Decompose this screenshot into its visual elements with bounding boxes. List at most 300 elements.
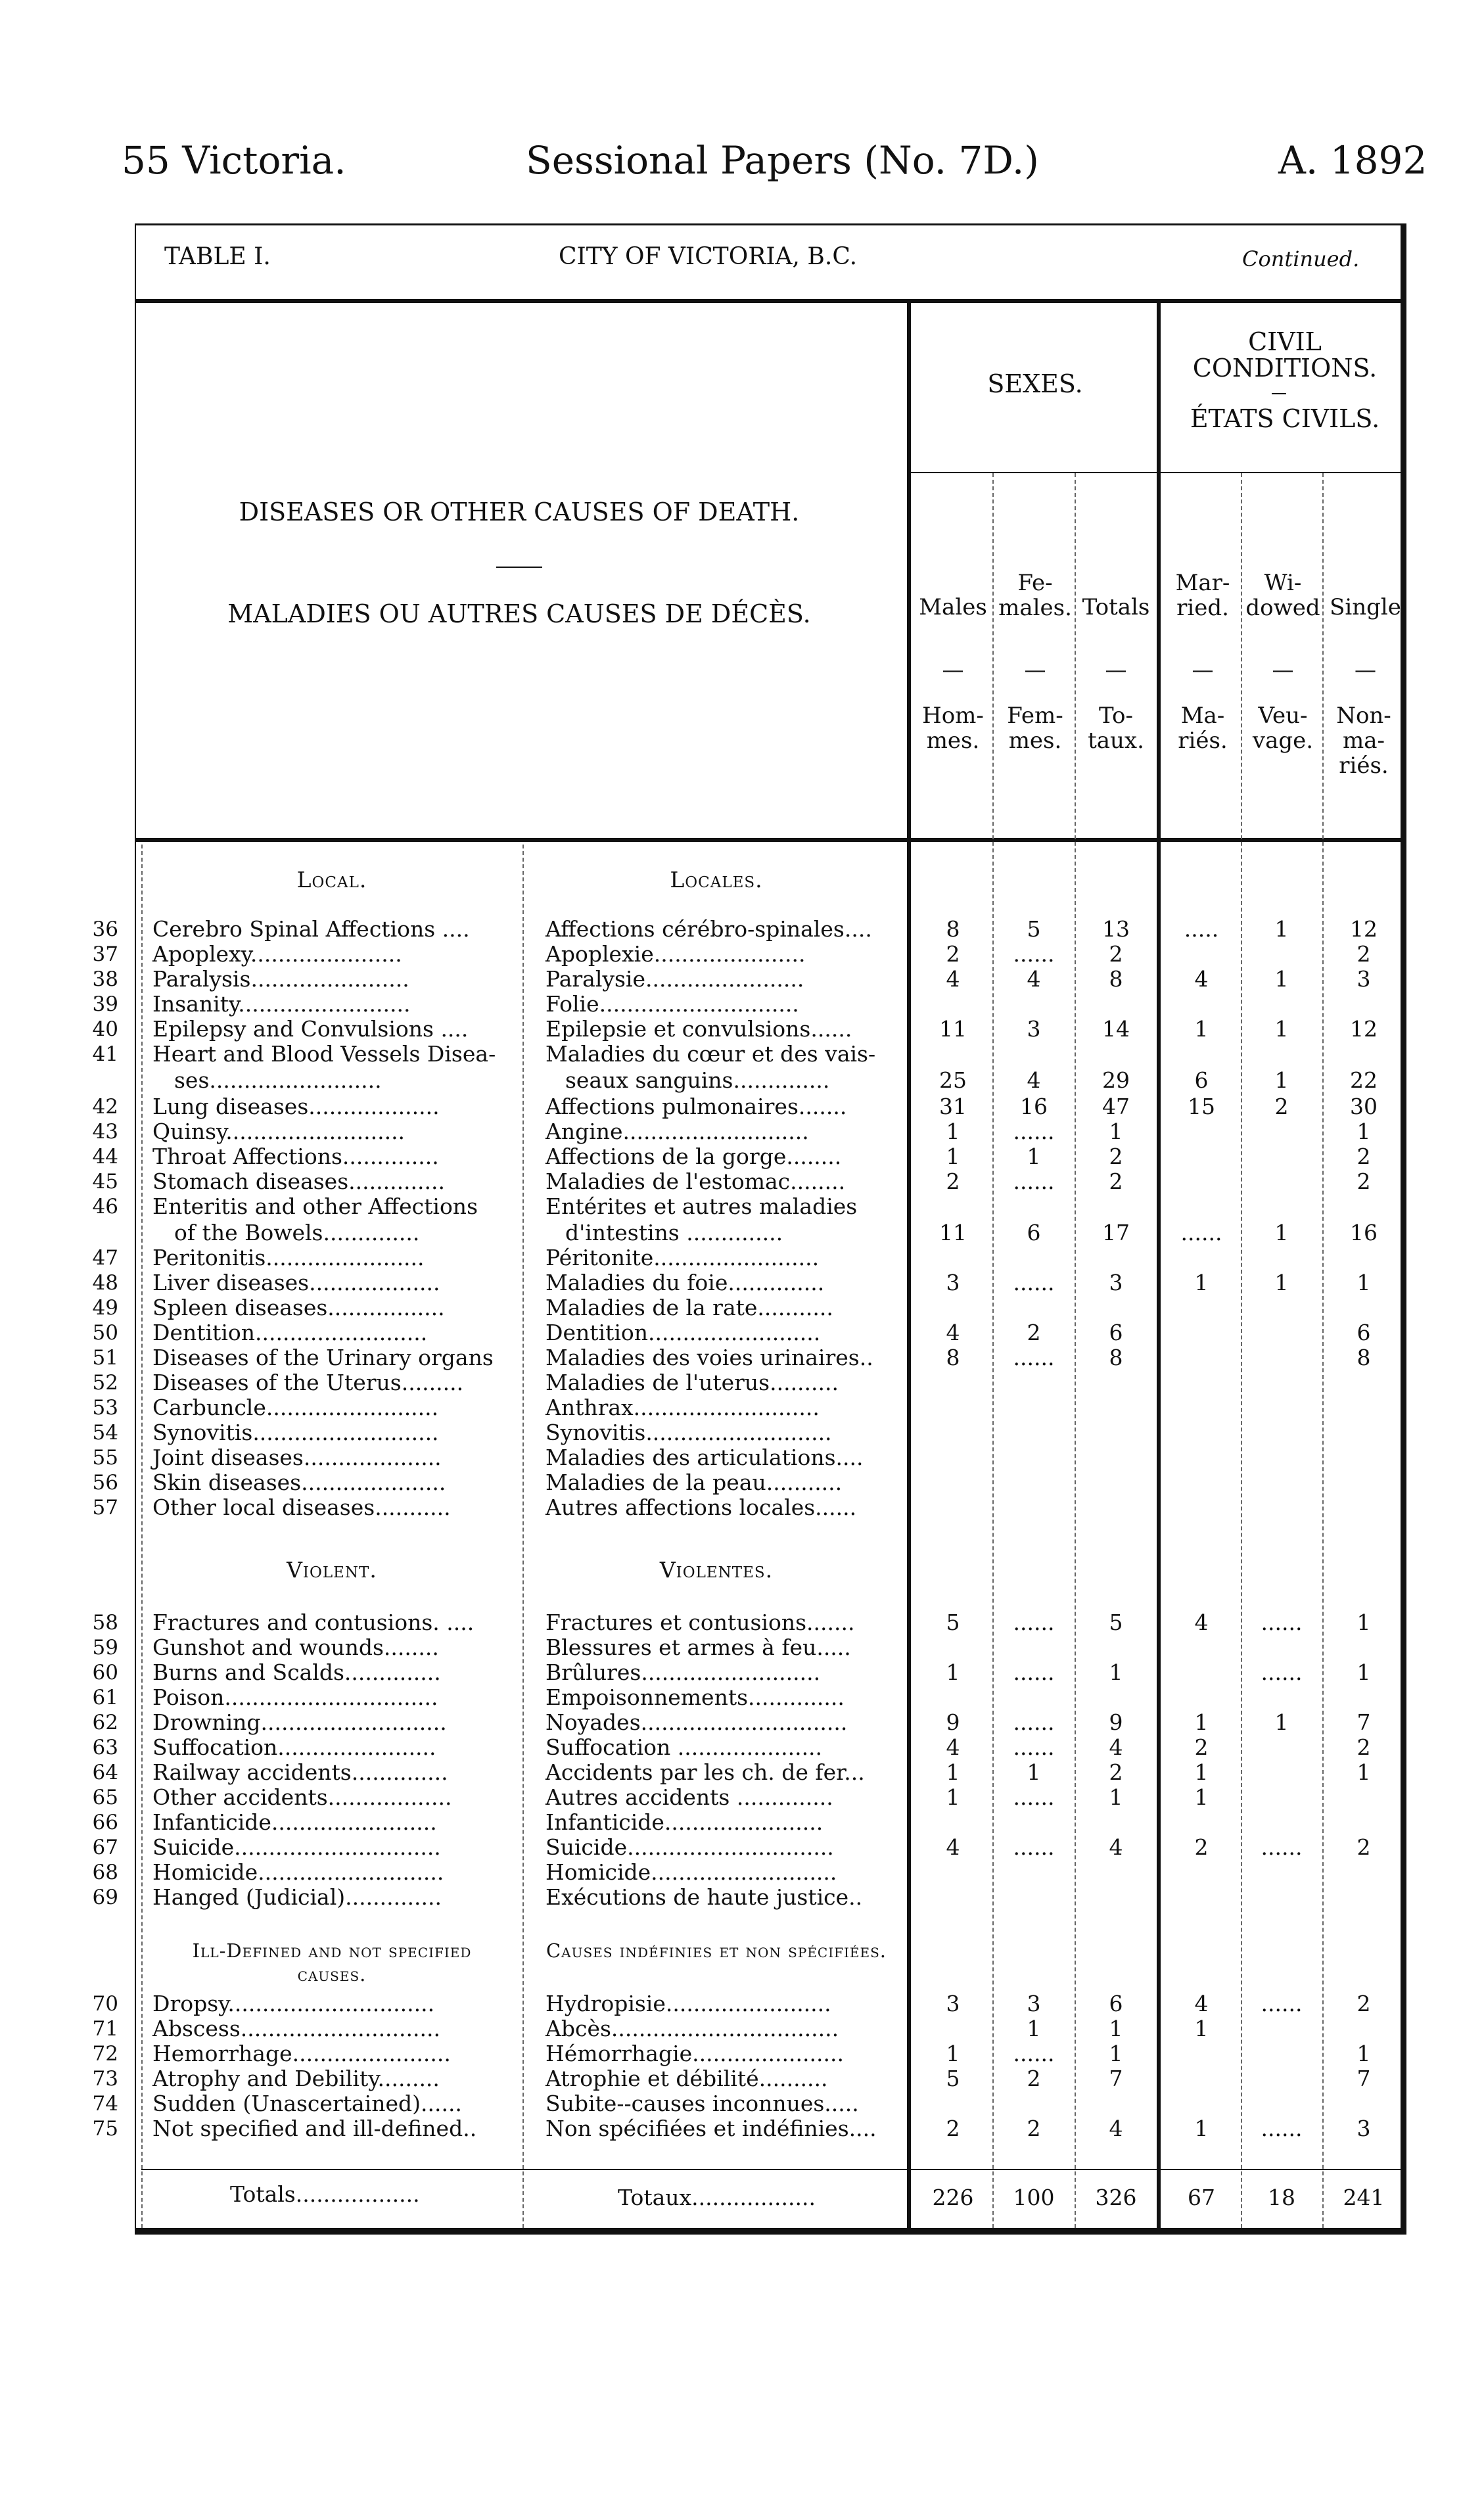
- col-widowed-fr: Veu- vage.: [1252, 703, 1314, 754]
- row-value-t: 4: [1109, 1734, 1123, 1760]
- row-number: 62: [92, 1711, 118, 1734]
- col-females-en: Fe- males.: [998, 570, 1072, 621]
- row-value-t: 29: [1102, 1067, 1130, 1093]
- col-single-fr: Non- ma- riés.: [1336, 703, 1391, 779]
- row-cause-fr: Homicide...........................: [545, 1859, 837, 1885]
- heading-dash: [496, 567, 542, 568]
- row-value-t: 1: [1109, 1659, 1123, 1685]
- col-rule-text-end: [907, 299, 911, 2228]
- row-value-m: 2: [946, 2116, 960, 2141]
- section-violent-en: Violent.: [287, 1557, 377, 1583]
- row-cause-en: Synovitis...........................: [152, 1420, 439, 1445]
- row-value-f: ......: [1013, 1270, 1055, 1295]
- row-cause-en: Lung diseases...................: [152, 1094, 440, 1119]
- row-value-m: 8: [946, 1345, 960, 1370]
- row-cause-en: Paralysis.......................: [152, 966, 409, 992]
- civil-heading-en: CIVIL CONDITIONS.: [1192, 327, 1378, 383]
- row-cause-en: Homicide...........................: [152, 1859, 444, 1885]
- table-continued: Continued.: [1242, 246, 1360, 271]
- row-value-f: 2: [1027, 1320, 1041, 1345]
- row-value-w: ......: [1261, 1834, 1303, 1860]
- row-number: 71: [92, 2017, 118, 2041]
- sexes-heading: SEXES.: [987, 369, 1083, 398]
- row-value-t: 13: [1102, 916, 1130, 942]
- col-rule-w-s: [1322, 473, 1324, 2228]
- row-cause-fr: Maladies de la rate...........: [545, 1295, 833, 1320]
- row-value-ma: .....: [1184, 916, 1219, 942]
- row-value-s: 2: [1356, 1834, 1371, 1860]
- row-cause-en: Suffocation.......................: [152, 1734, 436, 1760]
- row-number: 36: [92, 917, 118, 941]
- row-value-ma: ......: [1180, 1220, 1222, 1245]
- row-value-ma: 1: [1194, 2016, 1209, 2041]
- row-value-f: 2: [1027, 2066, 1041, 2091]
- row-value-f: 4: [1027, 966, 1041, 992]
- header-title: Sessional Papers (No. 7D.): [526, 138, 1039, 183]
- row-cause-en: ses.........................: [174, 1067, 382, 1093]
- col-females-fr: Fem- mes.: [1007, 703, 1063, 754]
- row-value-w: 2: [1274, 1094, 1289, 1119]
- row-cause-fr: Autres affections locales......: [545, 1495, 857, 1520]
- row-number: 49: [92, 1296, 118, 1320]
- row-cause-en: Fractures and contusions. ....: [152, 1610, 475, 1635]
- row-cause-fr: Synovitis...........................: [545, 1420, 832, 1445]
- row-value-ma: 2: [1194, 1734, 1209, 1760]
- row-cause-en: Infanticide........................: [152, 1809, 437, 1835]
- row-value-s: 1: [1356, 1119, 1371, 1144]
- totals-rule: [141, 2169, 1403, 2170]
- col-widowed-en: Wi- dowed: [1245, 570, 1320, 621]
- row-cause-fr: Maladies du foie..............: [545, 1270, 825, 1295]
- row-value-m: 5: [946, 1610, 960, 1635]
- diseases-heading-fr: MALADIES OU AUTRES CAUSES DE DÉCÈS.: [227, 599, 811, 628]
- row-cause-fr: Affections de la gorge........: [545, 1144, 842, 1169]
- row-value-w: 1: [1274, 1220, 1289, 1245]
- row-value-ma: 1: [1194, 1709, 1209, 1735]
- row-value-f: ......: [1013, 941, 1055, 967]
- row-value-s: 8: [1356, 1345, 1371, 1370]
- row-value-t: 2: [1109, 1759, 1123, 1785]
- row-number: 53: [92, 1396, 118, 1420]
- row-cause-en: Gunshot and wounds........: [152, 1635, 439, 1660]
- row-cause-en: of the Bowels..............: [174, 1220, 420, 1245]
- col-dash: —: [1024, 657, 1046, 682]
- row-value-ma: 4: [1194, 1610, 1209, 1635]
- row-value-t: 4: [1109, 2116, 1123, 2141]
- title-rule: [135, 299, 1403, 303]
- row-cause-fr: Accidents par les ch. de fer...: [545, 1759, 865, 1785]
- row-value-f: 1: [1027, 1759, 1041, 1785]
- row-number: 44: [92, 1145, 118, 1169]
- col-rule-left: [141, 845, 143, 2228]
- row-cause-en: Quinsy..........................: [152, 1119, 406, 1144]
- col-dash: —: [942, 657, 964, 682]
- row-number: 45: [92, 1170, 118, 1194]
- row-cause-fr: Hydropisie........................: [545, 1991, 831, 2016]
- row-value-s: 2: [1356, 1144, 1371, 1169]
- row-cause-en: Hemorrhage.......................: [152, 2041, 451, 2066]
- row-number: 52: [92, 1371, 118, 1395]
- row-value-f: ......: [1013, 1610, 1055, 1635]
- row-value-ma: 1: [1194, 1784, 1209, 1810]
- row-cause-en: Hanged (Judicial)..............: [152, 1884, 442, 1910]
- row-cause-en: Abscess.............................: [152, 2016, 440, 2041]
- row-cause-en: Burns and Scalds..............: [152, 1659, 441, 1685]
- table-city: CITY OF VICTORIA, B.C.: [559, 243, 858, 270]
- row-value-f: ......: [1013, 2041, 1055, 2066]
- row-value-ma: 1: [1194, 1759, 1209, 1785]
- col-married-fr: Ma- riés.: [1178, 703, 1228, 754]
- row-number: 50: [92, 1321, 118, 1345]
- row-value-s: 22: [1350, 1067, 1378, 1093]
- row-number: 65: [92, 1786, 118, 1809]
- header-volume: 55 Victoria.: [122, 138, 346, 183]
- row-value-m: 4: [946, 1834, 960, 1860]
- row-value-w: 1: [1274, 1270, 1289, 1295]
- row-value-t: 6: [1109, 1320, 1123, 1345]
- row-cause-fr: Maladies de l'estomac........: [545, 1169, 846, 1194]
- row-cause-en: Dentition.........................: [152, 1320, 428, 1345]
- row-value-t: 2: [1109, 1144, 1123, 1169]
- row-value-m: 31: [939, 1094, 967, 1119]
- row-cause-fr: Fractures et contusions.......: [545, 1610, 855, 1635]
- totals-label-en: Totals..................: [230, 2181, 420, 2207]
- row-cause-en: Other accidents..................: [152, 1784, 452, 1810]
- row-number: 61: [92, 1686, 118, 1709]
- col-rule-sexes-end: [1157, 299, 1161, 2228]
- row-cause-en: Stomach diseases..............: [152, 1169, 446, 1194]
- row-value-t: 1: [1109, 1119, 1123, 1144]
- row-cause-en: Sudden (Unascertained)......: [152, 2091, 462, 2116]
- row-value-m: 3: [946, 1270, 960, 1295]
- row-number: 66: [92, 1811, 118, 1834]
- row-value-f: 1: [1027, 2016, 1041, 2041]
- totals-married: 67: [1188, 2185, 1215, 2210]
- row-cause-en: Joint diseases....................: [152, 1445, 442, 1470]
- row-value-t: 2: [1109, 1169, 1123, 1194]
- col-dash: —: [1355, 657, 1376, 682]
- totals-females: 100: [1013, 2185, 1055, 2210]
- row-number: 51: [92, 1346, 118, 1370]
- row-value-t: 4: [1109, 1834, 1123, 1860]
- row-cause-fr: Brûlures..........................: [545, 1659, 821, 1685]
- row-value-f: ......: [1013, 1345, 1055, 1370]
- row-value-w: ......: [1261, 1991, 1303, 2016]
- row-value-m: 11: [939, 1220, 967, 1245]
- row-number: 60: [92, 1661, 118, 1684]
- row-value-s: 1: [1356, 2041, 1371, 2066]
- row-value-t: 1: [1109, 2041, 1123, 2066]
- row-cause-en: Insanity.........................: [152, 991, 411, 1017]
- row-cause-fr: Infanticide.......................: [545, 1809, 823, 1835]
- row-cause-en: Peritonitis.......................: [152, 1245, 425, 1270]
- row-cause-en: Liver diseases...................: [152, 1270, 440, 1295]
- row-cause-fr: Hémorrhagie......................: [545, 2041, 844, 2066]
- row-value-m: 1: [946, 1144, 960, 1169]
- row-value-m: 4: [946, 1734, 960, 1760]
- row-value-ma: 1: [1194, 2116, 1209, 2141]
- row-cause-en: Atrophy and Debility.........: [152, 2066, 440, 2091]
- row-value-s: 3: [1356, 966, 1371, 992]
- row-value-w: 1: [1274, 1067, 1289, 1093]
- row-cause-en: Skin diseases.....................: [152, 1470, 446, 1495]
- row-value-s: 2: [1356, 1169, 1371, 1194]
- row-cause-fr: Suicide..............................: [545, 1834, 834, 1860]
- row-cause-en: Throat Affections..............: [152, 1144, 439, 1169]
- row-value-w: 1: [1274, 1016, 1289, 1042]
- col-males-en: Males: [919, 594, 987, 620]
- row-number: 37: [92, 942, 118, 966]
- row-value-t: 14: [1102, 1016, 1130, 1042]
- row-value-t: 17: [1102, 1220, 1130, 1245]
- row-value-ma: 1: [1194, 1016, 1209, 1042]
- row-cause-fr: seaux sanguins..............: [565, 1067, 830, 1093]
- row-number: 43: [92, 1120, 118, 1144]
- row-cause-fr: Epilepsie et convulsions......: [545, 1016, 852, 1042]
- row-value-m: 4: [946, 966, 960, 992]
- row-value-s: 12: [1350, 1016, 1378, 1042]
- row-value-ma: 4: [1194, 1991, 1209, 2016]
- row-value-ma: 4: [1194, 966, 1209, 992]
- row-value-m: 1: [946, 1784, 960, 1810]
- col-rule-m-f: [992, 473, 994, 2228]
- row-value-f: 1: [1027, 1144, 1041, 1169]
- row-number: 39: [92, 992, 118, 1016]
- row-value-w: 1: [1274, 1709, 1289, 1735]
- row-cause-en: Apoplexy......................: [152, 941, 402, 967]
- col-totals-en: Totals: [1082, 594, 1150, 620]
- row-number: 41: [92, 1042, 118, 1066]
- header-year: A. 1892: [1278, 138, 1427, 183]
- row-value-m: 1: [946, 1759, 960, 1785]
- row-cause-fr: Entérites et autres maladies: [545, 1194, 858, 1219]
- row-cause-en: Spleen diseases.................: [152, 1295, 445, 1320]
- row-value-f: ......: [1013, 1784, 1055, 1810]
- row-cause-fr: Affections pulmonaires.......: [545, 1094, 847, 1119]
- row-value-m: 1: [946, 2041, 960, 2066]
- row-value-t: 5: [1109, 1610, 1123, 1635]
- row-value-w: ......: [1261, 1659, 1303, 1685]
- row-cause-en: Other local diseases...........: [152, 1495, 451, 1520]
- row-number: 75: [92, 2117, 118, 2141]
- row-value-m: 9: [946, 1709, 960, 1735]
- row-cause-en: Carbuncle.........................: [152, 1395, 439, 1420]
- row-value-f: ......: [1013, 1734, 1055, 1760]
- row-value-m: 4: [946, 1320, 960, 1345]
- col-rule-f-t: [1075, 473, 1076, 2228]
- row-cause-fr: Péritonite........................: [545, 1245, 820, 1270]
- row-value-m: 5: [946, 2066, 960, 2091]
- row-number: 70: [92, 1992, 118, 2016]
- row-value-m: 2: [946, 1169, 960, 1194]
- row-cause-en: Cerebro Spinal Affections ....: [152, 916, 470, 942]
- row-value-w: 1: [1274, 966, 1289, 992]
- section-ill-fr: Causes indéfinies et non spécifiées.: [545, 1939, 887, 1962]
- row-value-ma: 1: [1194, 1270, 1209, 1295]
- row-cause-fr: Maladies de la peau...........: [545, 1470, 843, 1495]
- header-rule: [135, 838, 1403, 842]
- diseases-heading-en: DISEASES OR OTHER CAUSES OF DEATH.: [239, 498, 800, 526]
- row-cause-en: Heart and Blood Vessels Disea-: [152, 1041, 496, 1067]
- col-dash: —: [1105, 657, 1127, 682]
- row-value-f: ......: [1013, 1169, 1055, 1194]
- row-cause-fr: Maladies des voies urinaires..: [545, 1345, 873, 1370]
- row-cause-fr: Atrophie et débilité..........: [545, 2066, 828, 2091]
- row-number: 40: [92, 1017, 118, 1041]
- row-value-s: 2: [1356, 1734, 1371, 1760]
- row-number: 72: [92, 2042, 118, 2066]
- row-number: 56: [92, 1471, 118, 1495]
- row-value-t: 2: [1109, 941, 1123, 967]
- row-number: 69: [92, 1886, 118, 1909]
- totals-males: 226: [932, 2185, 974, 2210]
- row-value-t: 1: [1109, 2016, 1123, 2041]
- row-number: 55: [92, 1446, 118, 1470]
- row-value-t: 3: [1109, 1270, 1123, 1295]
- row-number: 38: [92, 967, 118, 991]
- col-rule-en-fr: [522, 845, 524, 2228]
- section-local-fr: Locales.: [670, 867, 763, 893]
- row-value-ma: 2: [1194, 1834, 1209, 1860]
- totals-widowed: 18: [1268, 2185, 1295, 2210]
- col-rule-ma-w: [1241, 473, 1242, 2228]
- row-value-s: 2: [1356, 1991, 1371, 2016]
- row-value-f: ......: [1013, 1834, 1055, 1860]
- row-value-s: 1: [1356, 1270, 1371, 1295]
- row-number: 73: [92, 2067, 118, 2091]
- row-cause-fr: Apoplexie......................: [545, 941, 806, 967]
- row-value-t: 1: [1109, 1784, 1123, 1810]
- row-value-ma: 15: [1188, 1094, 1215, 1119]
- row-value-s: 1: [1356, 1610, 1371, 1635]
- section-ill-en: Ill-Defined and not specified causes.: [192, 1939, 472, 1985]
- row-value-m: 3: [946, 1991, 960, 2016]
- row-cause-en: Drowning...........................: [152, 1709, 447, 1735]
- table-label: TABLE I.: [164, 243, 271, 270]
- totals-totals: 326: [1095, 2185, 1137, 2210]
- row-value-s: 6: [1356, 1320, 1371, 1345]
- row-number: 59: [92, 1636, 118, 1659]
- row-cause-fr: Noyades..............................: [545, 1709, 848, 1735]
- row-value-w: 1: [1274, 916, 1289, 942]
- row-value-m: 25: [939, 1067, 967, 1093]
- row-cause-fr: Maladies des articulations....: [545, 1445, 864, 1470]
- row-number: 74: [92, 2092, 118, 2116]
- row-number: 68: [92, 1861, 118, 1884]
- row-value-w: ......: [1261, 1610, 1303, 1635]
- row-cause-en: Diseases of the Urinary organs: [152, 1345, 494, 1370]
- row-cause-en: Diseases of the Uterus.........: [152, 1370, 464, 1395]
- row-value-f: ......: [1013, 1119, 1055, 1144]
- row-number: 46: [92, 1195, 118, 1218]
- row-number: 57: [92, 1496, 118, 1520]
- row-cause-fr: Autres accidents ..............: [545, 1784, 833, 1810]
- row-cause-fr: Exécutions de haute justice..: [545, 1884, 863, 1910]
- row-value-ma: 6: [1194, 1067, 1209, 1093]
- row-cause-en: Railway accidents..............: [152, 1759, 448, 1785]
- row-value-f: 3: [1027, 1016, 1041, 1042]
- row-value-f: ......: [1013, 1709, 1055, 1735]
- row-value-t: 6: [1109, 1991, 1123, 2016]
- row-value-m: 1: [946, 1119, 960, 1144]
- row-cause-fr: Dentition.........................: [545, 1320, 821, 1345]
- row-cause-en: Dropsy..............................: [152, 1991, 435, 2016]
- row-cause-en: Not specified and ill-defined..: [152, 2116, 477, 2141]
- row-value-s: 16: [1350, 1220, 1378, 1245]
- col-dash: —: [1192, 657, 1214, 682]
- civil-heading-fr: ÉTATS CIVILS.: [1190, 404, 1380, 433]
- section-violent-fr: Violentes.: [659, 1557, 774, 1583]
- row-number: 64: [92, 1761, 118, 1784]
- row-value-s: 7: [1356, 2066, 1371, 2091]
- row-value-m: 8: [946, 916, 960, 942]
- row-value-s: 1: [1356, 1659, 1371, 1685]
- col-married-en: Mar- ried.: [1175, 570, 1230, 621]
- row-number: 58: [92, 1611, 118, 1635]
- row-value-f: 4: [1027, 1067, 1041, 1093]
- row-cause-en: Epilepsy and Convulsions ....: [152, 1016, 469, 1042]
- row-cause-fr: Paralysie.......................: [545, 966, 804, 992]
- row-value-f: 16: [1020, 1094, 1048, 1119]
- totals-label-fr: Totaux..................: [618, 2185, 816, 2210]
- row-cause-fr: Non spécifiées et indéfinies....: [545, 2116, 877, 2141]
- row-cause-en: Suicide..............................: [152, 1834, 441, 1860]
- row-number: 47: [92, 1246, 118, 1270]
- row-value-f: 5: [1027, 916, 1041, 942]
- row-value-f: ......: [1013, 1659, 1055, 1685]
- row-value-s: 30: [1350, 1094, 1378, 1119]
- row-cause-fr: Folie.............................: [545, 991, 799, 1017]
- row-value-t: 8: [1109, 966, 1123, 992]
- row-value-m: 11: [939, 1016, 967, 1042]
- row-value-w: ......: [1261, 2116, 1303, 2141]
- row-value-t: 7: [1109, 2066, 1123, 2091]
- row-cause-fr: Abcès.................................: [545, 2016, 839, 2041]
- row-cause-fr: Angine...........................: [545, 1119, 809, 1144]
- row-cause-fr: Subite--causes inconnues.....: [545, 2091, 859, 2116]
- row-number: 54: [92, 1421, 118, 1445]
- row-value-f: 3: [1027, 1991, 1041, 2016]
- row-value-m: 1: [946, 1659, 960, 1685]
- row-value-t: 47: [1102, 1094, 1130, 1119]
- col-single-en: Single: [1330, 594, 1401, 620]
- row-number: 63: [92, 1736, 118, 1759]
- row-number: 48: [92, 1271, 118, 1295]
- row-cause-fr: Affections cérébro-spinales....: [545, 916, 872, 942]
- row-value-t: 8: [1109, 1345, 1123, 1370]
- col-dash: —: [1272, 657, 1294, 682]
- col-males-fr: Hom- mes.: [922, 703, 984, 754]
- row-value-s: 12: [1350, 916, 1378, 942]
- row-cause-fr: Anthrax...........................: [545, 1395, 820, 1420]
- row-cause-en: Poison...............................: [152, 1684, 438, 1710]
- totals-single: 241: [1343, 2185, 1385, 2210]
- row-value-f: 6: [1027, 1220, 1041, 1245]
- row-cause-fr: Blessures et armes à feu.....: [545, 1635, 851, 1660]
- row-cause-en: Enteritis and other Affections: [152, 1194, 478, 1219]
- civil-dash: [1272, 393, 1286, 394]
- row-cause-fr: Empoisonnements..............: [545, 1684, 845, 1710]
- section-local-en: Local.: [296, 867, 367, 893]
- row-value-s: 7: [1356, 1709, 1371, 1735]
- row-cause-fr: Maladies du cœur et des vais-: [545, 1041, 876, 1067]
- row-number: 67: [92, 1836, 118, 1859]
- row-value-m: 2: [946, 941, 960, 967]
- col-totals-fr: To- taux.: [1088, 703, 1144, 754]
- row-cause-fr: Maladies de l'uterus..........: [545, 1370, 839, 1395]
- row-value-f: 2: [1027, 2116, 1041, 2141]
- row-value-t: 9: [1109, 1709, 1123, 1735]
